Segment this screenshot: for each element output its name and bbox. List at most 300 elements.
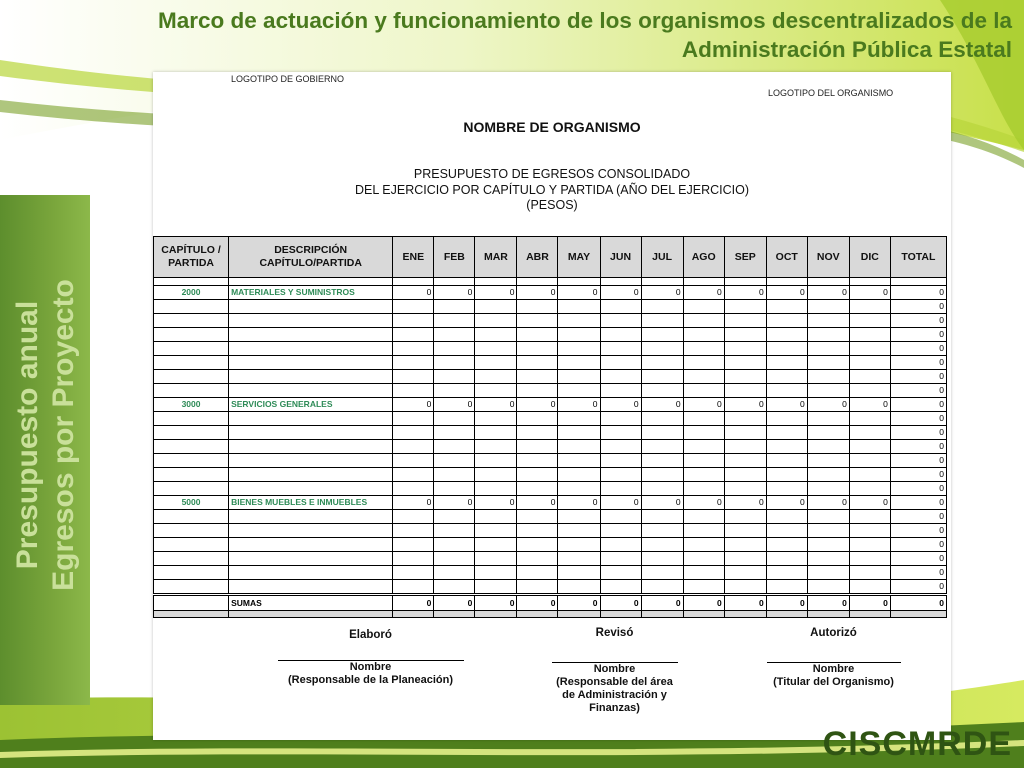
empty-cell	[807, 426, 849, 440]
chapter-row	[154, 286, 947, 300]
empty-cell	[766, 342, 807, 356]
signature-name: Nombre	[593, 663, 636, 675]
row-total: 0	[890, 356, 946, 370]
empty-cell	[517, 538, 558, 552]
empty-cell	[229, 510, 393, 524]
empty-cell	[393, 566, 434, 580]
empty-cell	[229, 566, 393, 580]
empty-cell	[475, 552, 517, 566]
sum-value: 0	[807, 595, 849, 611]
empty-cell	[683, 468, 724, 482]
empty-cell	[517, 328, 558, 342]
empty-cell	[683, 370, 724, 384]
empty-cell	[641, 370, 683, 384]
empty-cell	[807, 342, 849, 356]
partida-row	[154, 426, 947, 440]
month-value: 0	[393, 398, 434, 412]
empty-cell	[724, 566, 766, 580]
empty-cell	[766, 482, 807, 496]
empty-cell	[600, 468, 641, 482]
column-header: CAPÍTULO / PARTIDA	[154, 237, 229, 278]
budget-title	[153, 167, 951, 214]
budget-title-line-1: PRESUPUESTO DE EGRESOS CONSOLIDADO	[413, 167, 691, 181]
empty-cell	[683, 454, 724, 468]
slide-title	[20, 6, 1012, 64]
empty-cell	[393, 278, 434, 286]
empty-cell	[849, 384, 890, 398]
row-total: 0	[890, 566, 946, 580]
empty-cell	[766, 426, 807, 440]
empty-cell	[766, 440, 807, 454]
empty-cell	[434, 356, 475, 370]
empty-cell	[558, 426, 600, 440]
empty-cell	[766, 314, 807, 328]
month-value: 0	[641, 286, 683, 300]
empty-cell	[558, 300, 600, 314]
partida-row	[154, 300, 947, 314]
month-value: 0	[683, 286, 724, 300]
empty-cell	[641, 314, 683, 328]
empty-cell	[807, 356, 849, 370]
column-header: JUN	[600, 237, 641, 278]
empty-cell	[434, 384, 475, 398]
empty-cell	[154, 468, 229, 482]
empty-cell	[229, 426, 393, 440]
empty-cell	[807, 328, 849, 342]
empty-cell	[434, 412, 475, 426]
empty-cell	[475, 468, 517, 482]
empty-cell	[683, 328, 724, 342]
empty-cell	[393, 342, 434, 356]
signature-label: Revisó	[595, 627, 634, 639]
empty-cell	[517, 300, 558, 314]
empty-cell	[849, 412, 890, 426]
month-value: 0	[393, 496, 434, 510]
empty-cell	[849, 278, 890, 286]
empty-cell	[849, 482, 890, 496]
empty-cell	[807, 278, 849, 286]
empty-cell	[683, 342, 724, 356]
empty-cell	[807, 482, 849, 496]
empty-cell	[683, 426, 724, 440]
empty-cell	[766, 328, 807, 342]
empty-cell	[807, 440, 849, 454]
empty-cell	[434, 440, 475, 454]
row-total: 0	[890, 454, 946, 468]
sum-value: 0	[641, 595, 683, 611]
empty-cell	[724, 468, 766, 482]
row-total: 0	[890, 524, 946, 538]
empty-cell	[434, 426, 475, 440]
empty-cell	[393, 356, 434, 370]
empty-cell	[475, 278, 517, 286]
empty-cell	[229, 468, 393, 482]
empty-cell	[600, 384, 641, 398]
empty-cell	[154, 370, 229, 384]
empty-cell	[393, 468, 434, 482]
empty-cell	[600, 300, 641, 314]
empty-cell	[683, 440, 724, 454]
empty-cell	[641, 482, 683, 496]
empty-cell	[393, 552, 434, 566]
empty-cell	[434, 342, 475, 356]
month-value: 0	[517, 496, 558, 510]
empty-cell	[641, 342, 683, 356]
empty-cell	[683, 524, 724, 538]
signature-label: Autorizó	[810, 627, 857, 639]
empty-cell	[766, 278, 807, 286]
empty-cell	[807, 524, 849, 538]
empty-cell	[154, 342, 229, 356]
empty-cell	[558, 356, 600, 370]
empty-cell	[766, 454, 807, 468]
empty-cell	[558, 524, 600, 538]
empty-cell	[683, 384, 724, 398]
budget-title-line-2: DEL EJERCICIO POR CAPÍTULO Y PARTIDA (AÑO DEL EJERCICIO)	[354, 182, 750, 197]
brand-logo-text: CISCMRDE	[822, 725, 1012, 763]
empty-cell	[683, 412, 724, 426]
empty-cell	[600, 278, 641, 286]
empty-cell	[475, 384, 517, 398]
sum-value: 0	[766, 595, 807, 611]
row-total: 0	[890, 496, 946, 510]
empty-cell	[229, 440, 393, 454]
partida-row	[154, 370, 947, 384]
empty-cell	[475, 454, 517, 468]
empty-cell	[229, 278, 393, 286]
empty-cell	[641, 278, 683, 286]
empty-cell	[600, 454, 641, 468]
row-total: 0	[890, 370, 946, 384]
empty-cell	[683, 314, 724, 328]
empty-cell	[766, 356, 807, 370]
empty-cell	[154, 300, 229, 314]
column-header: MAR	[475, 237, 517, 278]
column-header: NOV	[807, 237, 849, 278]
empty-cell	[849, 454, 890, 468]
column-header: AGO	[683, 237, 724, 278]
empty-cell	[600, 440, 641, 454]
month-value: 0	[807, 496, 849, 510]
empty-cell	[849, 538, 890, 552]
empty-cell	[434, 300, 475, 314]
empty-cell	[558, 370, 600, 384]
partida-row	[154, 524, 947, 538]
empty-cell	[849, 314, 890, 328]
empty-cell	[807, 468, 849, 482]
empty-cell	[600, 580, 641, 595]
empty-cell	[475, 300, 517, 314]
slide-title-line-1: Marco de actuación y funcionamiento de los organismos descentralizados de la	[158, 8, 1012, 33]
empty-cell	[517, 356, 558, 370]
column-header: DESCRIPCIÓN CAPÍTULO/PARTIDA	[229, 237, 393, 278]
empty-cell	[434, 510, 475, 524]
empty-cell	[558, 538, 600, 552]
empty-cell	[517, 611, 558, 618]
empty-cell	[641, 412, 683, 426]
partida-row	[154, 412, 947, 426]
empty-cell	[807, 314, 849, 328]
empty-cell	[558, 580, 600, 595]
table-body	[154, 278, 947, 618]
row-total: 0	[890, 412, 946, 426]
empty-cell	[517, 580, 558, 595]
empty-cell	[154, 278, 229, 286]
empty-cell	[807, 454, 849, 468]
empty-cell	[724, 510, 766, 524]
empty-cell	[641, 611, 683, 618]
empty-cell	[434, 468, 475, 482]
empty-cell	[849, 426, 890, 440]
empty-cell	[890, 278, 946, 286]
empty-cell	[849, 370, 890, 384]
column-header: MAY	[558, 237, 600, 278]
partida-row	[154, 440, 947, 454]
empty-cell	[434, 328, 475, 342]
slide-title-line-2: Administración Pública Estatal	[681, 37, 1012, 62]
empty-cell	[475, 482, 517, 496]
partida-row	[154, 580, 947, 595]
month-value: 0	[558, 286, 600, 300]
empty-cell	[475, 314, 517, 328]
row-total: 0	[890, 468, 946, 482]
empty-cell	[434, 278, 475, 286]
empty-cell	[807, 566, 849, 580]
empty-cell	[683, 566, 724, 580]
chapter-code: 5000	[154, 496, 229, 510]
month-value: 0	[558, 398, 600, 412]
empty-cell	[434, 524, 475, 538]
empty-cell	[393, 384, 434, 398]
empty-cell	[517, 314, 558, 328]
sum-label: SUMAS	[229, 595, 393, 611]
empty-cell	[558, 328, 600, 342]
month-value: 0	[807, 286, 849, 300]
empty-cell	[229, 328, 393, 342]
partida-row	[154, 342, 947, 356]
empty-cell	[600, 538, 641, 552]
empty-cell	[393, 426, 434, 440]
empty-cell	[724, 356, 766, 370]
empty-cell	[393, 314, 434, 328]
empty-cell	[558, 342, 600, 356]
partida-row	[154, 454, 947, 468]
empty-cell	[517, 440, 558, 454]
empty-cell	[766, 566, 807, 580]
month-value: 0	[600, 496, 641, 510]
empty-cell	[434, 566, 475, 580]
empty-cell	[641, 510, 683, 524]
row-total: 0	[890, 398, 946, 412]
empty-cell	[558, 412, 600, 426]
empty-cell	[517, 510, 558, 524]
row-total: 0	[890, 482, 946, 496]
empty-cell	[517, 468, 558, 482]
empty-cell	[517, 370, 558, 384]
chapter-code: 3000	[154, 398, 229, 412]
empty-cell	[475, 370, 517, 384]
empty-cell	[434, 370, 475, 384]
empty-cell	[724, 524, 766, 538]
signature-label: Elaboró	[349, 629, 392, 641]
empty-cell	[393, 611, 434, 618]
empty-cell	[641, 384, 683, 398]
month-value: 0	[600, 286, 641, 300]
row-total: 0	[890, 384, 946, 398]
month-value: 0	[434, 496, 475, 510]
empty-cell	[807, 538, 849, 552]
empty-cell	[600, 342, 641, 356]
row-total: 0	[890, 510, 946, 524]
empty-cell	[517, 482, 558, 496]
empty-cell	[434, 454, 475, 468]
empty-cell	[229, 370, 393, 384]
empty-cell	[641, 538, 683, 552]
month-value: 0	[434, 286, 475, 300]
chapter-description: MATERIALES Y SUMINISTROS	[229, 286, 393, 300]
empty-cell	[154, 524, 229, 538]
empty-cell	[849, 580, 890, 595]
row-total: 0	[890, 300, 946, 314]
sum-value: 0	[849, 595, 890, 611]
empty-cell	[475, 566, 517, 580]
empty-cell	[558, 384, 600, 398]
signature-role: (Responsable del área de Administración y Finanzas)	[556, 676, 673, 714]
chapter-code: 2000	[154, 286, 229, 300]
sum-value: 0	[434, 595, 475, 611]
partida-row	[154, 482, 947, 496]
month-value: 0	[766, 398, 807, 412]
empty-cell	[807, 412, 849, 426]
empty-cell	[766, 510, 807, 524]
partida-row	[154, 510, 947, 524]
empty-cell	[600, 482, 641, 496]
empty-cell	[154, 314, 229, 328]
empty-cell	[724, 440, 766, 454]
empty-cell	[766, 468, 807, 482]
month-value: 0	[724, 398, 766, 412]
month-value: 0	[434, 398, 475, 412]
partida-row	[154, 328, 947, 342]
empty-cell	[766, 412, 807, 426]
empty-cell	[807, 510, 849, 524]
sum-value: 0	[600, 595, 641, 611]
empty-cell	[517, 426, 558, 440]
empty-cell	[724, 454, 766, 468]
empty-cell	[229, 454, 393, 468]
column-header: TOTAL	[890, 237, 946, 278]
month-value: 0	[724, 286, 766, 300]
empty-cell	[475, 580, 517, 595]
empty-cell	[641, 552, 683, 566]
sum-value: 0	[517, 595, 558, 611]
empty-cell	[393, 482, 434, 496]
empty-cell	[600, 412, 641, 426]
signature-role: (Titular del Organismo)	[773, 676, 894, 688]
month-value: 0	[766, 286, 807, 300]
empty-cell	[724, 482, 766, 496]
column-header: JUL	[641, 237, 683, 278]
empty-cell	[724, 384, 766, 398]
month-value: 0	[393, 286, 434, 300]
chapter-description: SERVICIOS GENERALES	[229, 398, 393, 412]
partida-row	[154, 538, 947, 552]
empty-cell	[600, 314, 641, 328]
empty-cell	[434, 538, 475, 552]
empty-cell	[807, 580, 849, 595]
empty-cell	[229, 314, 393, 328]
side-vertical-title	[10, 279, 82, 591]
empty-cell	[724, 300, 766, 314]
empty-cell	[475, 510, 517, 524]
empty-cell	[393, 524, 434, 538]
sum-value: 0	[475, 595, 517, 611]
month-value: 0	[683, 496, 724, 510]
signature-name: Nombre	[812, 663, 855, 675]
empty-cell	[641, 468, 683, 482]
empty-cell	[724, 370, 766, 384]
empty-cell	[724, 580, 766, 595]
empty-cell	[641, 440, 683, 454]
empty-cell	[641, 356, 683, 370]
chapter-row	[154, 398, 947, 412]
empty-cell	[154, 510, 229, 524]
empty-cell	[807, 300, 849, 314]
logo-organismo-placeholder: LOGOTIPO DEL ORGANISMO	[768, 88, 894, 98]
empty-cell	[475, 356, 517, 370]
empty-cell	[683, 278, 724, 286]
empty-cell	[475, 328, 517, 342]
empty-cell	[154, 482, 229, 496]
signature-reviso	[551, 627, 678, 715]
logo-gobierno-placeholder: LOGOTIPO DE GOBIERNO	[231, 74, 345, 84]
empty-cell	[229, 580, 393, 595]
empty-cell	[849, 300, 890, 314]
empty-cell	[393, 440, 434, 454]
empty-cell	[154, 552, 229, 566]
empty-cell	[600, 370, 641, 384]
row-total: 0	[890, 440, 946, 454]
month-value: 0	[517, 286, 558, 300]
empty-cell	[807, 384, 849, 398]
empty-cell	[641, 426, 683, 440]
budget-table	[153, 236, 947, 618]
month-value: 0	[475, 496, 517, 510]
month-value: 0	[475, 398, 517, 412]
empty-cell	[154, 412, 229, 426]
empty-cell	[724, 278, 766, 286]
empty-cell	[154, 426, 229, 440]
empty-cell	[558, 440, 600, 454]
sum-value: 0	[683, 595, 724, 611]
empty-cell	[475, 538, 517, 552]
row-total: 0	[890, 426, 946, 440]
month-value: 0	[766, 496, 807, 510]
empty-cell	[558, 468, 600, 482]
empty-cell	[683, 300, 724, 314]
empty-cell	[683, 510, 724, 524]
empty-cell	[393, 580, 434, 595]
empty-cell	[393, 412, 434, 426]
empty-cell	[766, 300, 807, 314]
empty-cell	[229, 524, 393, 538]
empty-cell	[600, 566, 641, 580]
partida-row	[154, 314, 947, 328]
empty-cell	[641, 580, 683, 595]
partida-row	[154, 356, 947, 370]
signature-elaboro	[273, 629, 468, 687]
empty-cell	[229, 384, 393, 398]
